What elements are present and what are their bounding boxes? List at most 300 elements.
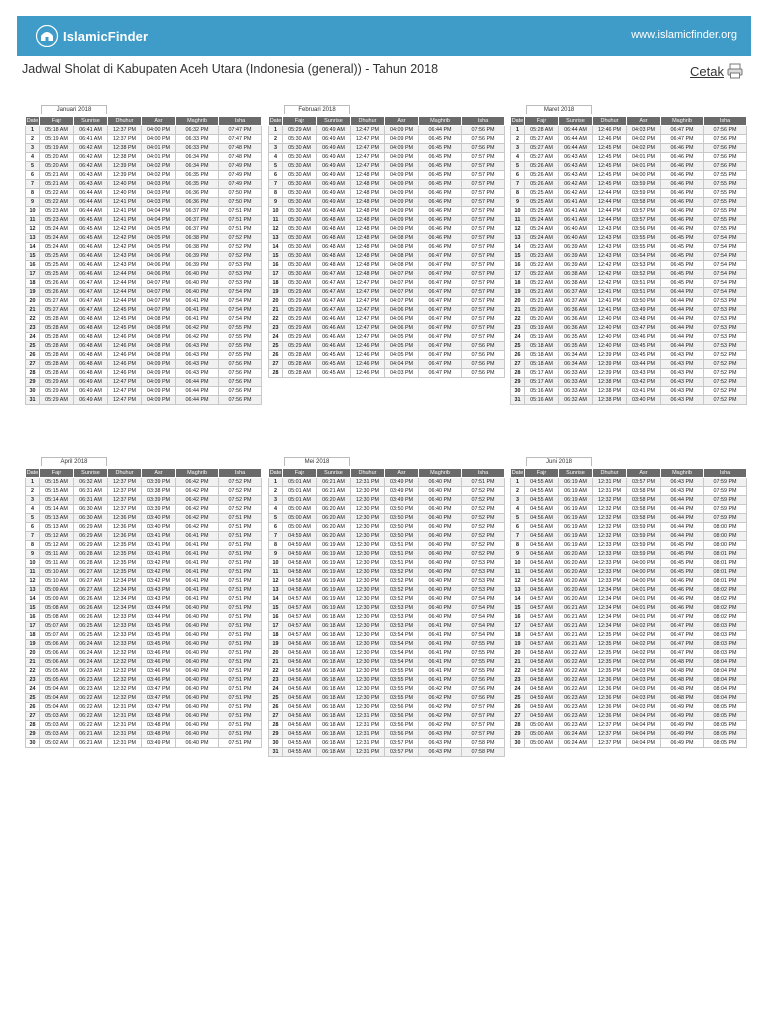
time-cell: 06:38 PM: [176, 234, 219, 243]
time-cell: 04:01 PM: [627, 595, 661, 604]
time-cell: 06:49 AM: [317, 198, 351, 207]
time-cell: 05:25 AM: [525, 207, 559, 216]
column-header: Fajr: [283, 469, 317, 478]
date-cell: 20: [511, 297, 525, 306]
time-cell: 06:44 AM: [74, 189, 108, 198]
time-cell: 06:41 PM: [176, 595, 219, 604]
print-button[interactable]: [690, 62, 744, 80]
table-row: [26, 703, 262, 712]
time-cell: 07:56 PM: [462, 342, 505, 351]
time-cell: 06:20 AM: [317, 514, 351, 523]
time-cell: 05:27 AM: [40, 297, 74, 306]
time-cell: 12:47 PM: [351, 279, 385, 288]
time-cell: 12:30 PM: [351, 703, 385, 712]
table-row: [511, 216, 747, 225]
time-cell: 06:27 AM: [74, 577, 108, 586]
time-cell: 07:57 PM: [462, 288, 505, 297]
column-header: Asr: [627, 117, 661, 126]
table-row: [26, 306, 262, 315]
time-cell: 08:04 PM: [704, 685, 747, 694]
time-cell: 03:55 PM: [385, 667, 419, 676]
table-row: [26, 144, 262, 153]
time-cell: 05:23 AM: [40, 216, 74, 225]
time-cell: 03:48 PM: [142, 721, 176, 730]
table-header-row: [269, 117, 505, 126]
time-cell: 05:21 AM: [525, 288, 559, 297]
table-row: [269, 207, 505, 216]
time-cell: 06:45 PM: [419, 171, 462, 180]
time-cell: 04:07 PM: [142, 306, 176, 315]
time-cell: 07:56 PM: [462, 369, 505, 378]
column-header: Asr: [385, 117, 419, 126]
time-cell: 06:44 PM: [661, 324, 704, 333]
time-cell: 04:05 PM: [385, 342, 419, 351]
table-row: [511, 703, 747, 712]
time-cell: 06:20 AM: [317, 496, 351, 505]
table-row: [269, 487, 505, 496]
table-row: [26, 270, 262, 279]
time-cell: 06:20 AM: [559, 586, 593, 595]
time-cell: 12:34 PM: [593, 613, 627, 622]
table-row: [269, 640, 505, 649]
time-cell: 12:38 PM: [593, 396, 627, 405]
time-cell: 12:31 PM: [351, 739, 385, 748]
time-cell: 04:06 PM: [385, 315, 419, 324]
time-cell: 12:33 PM: [593, 568, 627, 577]
time-cell: 06:45 AM: [317, 351, 351, 360]
date-cell: 10: [269, 207, 283, 216]
date-cell: 10: [269, 559, 283, 568]
time-cell: 07:54 PM: [462, 604, 505, 613]
time-cell: 06:47 PM: [661, 631, 704, 640]
time-cell: 06:47 PM: [419, 369, 462, 378]
date-cell: 4: [26, 505, 40, 514]
time-cell: 12:31 PM: [108, 721, 142, 730]
time-cell: 06:32 PM: [176, 126, 219, 135]
time-cell: 03:49 PM: [627, 306, 661, 315]
time-cell: 07:56 PM: [704, 162, 747, 171]
time-cell: 07:51 PM: [219, 703, 262, 712]
time-cell: 06:40 PM: [419, 559, 462, 568]
time-cell: 03:39 PM: [142, 478, 176, 487]
time-cell: 06:18 AM: [317, 649, 351, 658]
time-cell: 12:35 PM: [593, 640, 627, 649]
time-cell: 05:08 AM: [40, 613, 74, 622]
time-cell: 06:18 AM: [317, 667, 351, 676]
table-row: [269, 225, 505, 234]
time-cell: 06:18 AM: [317, 676, 351, 685]
table-row: [269, 577, 505, 586]
time-cell: 07:53 PM: [462, 577, 505, 586]
time-cell: 06:48 PM: [661, 694, 704, 703]
time-cell: 07:52 PM: [219, 496, 262, 505]
time-cell: 07:57 PM: [462, 189, 505, 198]
time-cell: 05:03 AM: [40, 730, 74, 739]
time-cell: 05:29 AM: [40, 396, 74, 405]
time-cell: 05:07 AM: [40, 622, 74, 631]
time-cell: 04:06 PM: [142, 261, 176, 270]
time-cell: 06:18 AM: [317, 748, 351, 757]
time-cell: 04:08 PM: [142, 333, 176, 342]
time-cell: 06:19 AM: [559, 541, 593, 550]
time-cell: 06:40 PM: [176, 730, 219, 739]
table-row: [269, 532, 505, 541]
time-cell: 12:48 PM: [351, 207, 385, 216]
time-cell: 03:46 PM: [142, 649, 176, 658]
time-cell: 07:54 PM: [462, 631, 505, 640]
time-cell: 12:30 PM: [351, 514, 385, 523]
time-cell: 06:47 PM: [419, 360, 462, 369]
table-row: [269, 297, 505, 306]
time-cell: 06:49 PM: [661, 730, 704, 739]
time-cell: 06:36 AM: [559, 306, 593, 315]
time-cell: 07:55 PM: [219, 324, 262, 333]
column-header: Sunrise: [559, 117, 593, 126]
time-cell: 07:53 PM: [704, 324, 747, 333]
date-cell: 14: [511, 595, 525, 604]
time-cell: 06:30 AM: [74, 514, 108, 523]
column-header: Maghrib: [419, 469, 462, 478]
date-cell: 22: [26, 315, 40, 324]
time-cell: 12:34 PM: [108, 604, 142, 613]
time-cell: 06:42 PM: [176, 324, 219, 333]
time-cell: 06:46 PM: [661, 225, 704, 234]
date-cell: 11: [26, 568, 40, 577]
time-cell: 07:55 PM: [462, 649, 505, 658]
table-row: [511, 315, 747, 324]
time-cell: 12:39 PM: [593, 369, 627, 378]
time-cell: 12:48 PM: [351, 216, 385, 225]
time-cell: 07:56 PM: [704, 126, 747, 135]
time-cell: 04:59 AM: [525, 703, 559, 712]
time-cell: 05:29 AM: [283, 342, 317, 351]
table-row: [511, 496, 747, 505]
time-cell: 07:53 PM: [704, 315, 747, 324]
time-cell: 06:20 AM: [317, 523, 351, 532]
time-cell: 06:19 AM: [559, 523, 593, 532]
time-cell: 06:20 AM: [559, 595, 593, 604]
time-cell: 06:46 PM: [661, 577, 704, 586]
time-cell: 12:30 PM: [351, 685, 385, 694]
time-cell: 06:44 AM: [559, 126, 593, 135]
time-cell: 06:45 PM: [419, 135, 462, 144]
time-cell: 05:25 AM: [40, 261, 74, 270]
time-cell: 05:12 AM: [40, 541, 74, 550]
date-cell: 6: [269, 171, 283, 180]
date-cell: 6: [269, 523, 283, 532]
time-cell: 12:32 PM: [593, 523, 627, 532]
time-cell: 05:07 AM: [40, 631, 74, 640]
time-cell: 12:30 PM: [351, 595, 385, 604]
time-cell: 05:30 AM: [283, 279, 317, 288]
time-cell: 07:54 PM: [219, 288, 262, 297]
time-cell: 07:52 PM: [462, 496, 505, 505]
time-cell: 04:02 PM: [627, 640, 661, 649]
time-cell: 12:31 PM: [108, 712, 142, 721]
time-cell: 04:56 AM: [525, 586, 559, 595]
time-cell: 06:46 PM: [661, 207, 704, 216]
time-cell: 06:40 PM: [419, 487, 462, 496]
date-cell: 29: [511, 730, 525, 739]
time-cell: 07:54 PM: [704, 279, 747, 288]
time-cell: 07:47 PM: [219, 126, 262, 135]
time-cell: 06:48 AM: [74, 342, 108, 351]
time-cell: 05:19 AM: [40, 144, 74, 153]
site-header: [17, 16, 751, 56]
time-cell: 06:31 AM: [74, 487, 108, 496]
time-cell: 06:45 PM: [661, 568, 704, 577]
time-cell: 05:26 AM: [525, 171, 559, 180]
date-cell: 20: [26, 297, 40, 306]
time-cell: 06:40 PM: [419, 523, 462, 532]
time-cell: 05:30 AM: [283, 162, 317, 171]
time-cell: 06:44 AM: [74, 207, 108, 216]
time-cell: 06:48 AM: [74, 351, 108, 360]
time-cell: 12:31 PM: [351, 748, 385, 757]
time-cell: 05:29 AM: [283, 297, 317, 306]
time-cell: 07:56 PM: [219, 378, 262, 387]
time-cell: 04:57 AM: [525, 595, 559, 604]
column-header: Dhuhur: [351, 469, 385, 478]
date-cell: 3: [511, 496, 525, 505]
time-cell: 07:57 PM: [462, 730, 505, 739]
month-title: Januari 2018: [41, 105, 107, 114]
table-row: [511, 550, 747, 559]
time-cell: 12:35 PM: [593, 667, 627, 676]
time-cell: 05:00 AM: [525, 721, 559, 730]
time-cell: 03:44 PM: [142, 604, 176, 613]
time-cell: 07:59 PM: [704, 496, 747, 505]
time-cell: 03:51 PM: [627, 279, 661, 288]
time-cell: 12:39 PM: [593, 360, 627, 369]
time-cell: 03:47 PM: [627, 324, 661, 333]
time-cell: 05:29 AM: [283, 126, 317, 135]
time-cell: 04:09 PM: [142, 387, 176, 396]
date-cell: 30: [511, 387, 525, 396]
table-row: [511, 667, 747, 676]
time-cell: 12:40 PM: [108, 189, 142, 198]
time-cell: 12:32 PM: [108, 658, 142, 667]
time-cell: 06:20 AM: [317, 532, 351, 541]
time-cell: 12:48 PM: [351, 243, 385, 252]
time-cell: 05:19 AM: [40, 135, 74, 144]
time-cell: 05:27 AM: [525, 135, 559, 144]
table-row: [269, 306, 505, 315]
time-cell: 04:05 PM: [142, 234, 176, 243]
time-cell: 05:29 AM: [283, 333, 317, 342]
date-cell: 22: [269, 667, 283, 676]
time-cell: 12:31 PM: [108, 730, 142, 739]
time-cell: 12:30 PM: [351, 532, 385, 541]
time-cell: 06:24 AM: [559, 739, 593, 748]
time-cell: 06:48 AM: [317, 234, 351, 243]
table-row: [26, 198, 262, 207]
prayer-times-table: [510, 116, 747, 405]
islamicfinder-logo[interactable]: [35, 25, 148, 47]
time-cell: 06:42 AM: [74, 162, 108, 171]
time-cell: 03:43 PM: [627, 369, 661, 378]
time-cell: 07:52 PM: [704, 360, 747, 369]
time-cell: 03:44 PM: [142, 613, 176, 622]
time-cell: 12:48 PM: [351, 270, 385, 279]
table-row: [511, 514, 747, 523]
time-cell: 12:40 PM: [593, 342, 627, 351]
time-cell: 12:33 PM: [108, 622, 142, 631]
time-cell: 06:48 AM: [317, 207, 351, 216]
month-block-maret: [510, 98, 746, 405]
time-cell: 12:37 PM: [593, 730, 627, 739]
time-cell: 06:40 PM: [419, 514, 462, 523]
time-cell: 06:42 PM: [419, 712, 462, 721]
table-row: [511, 225, 747, 234]
time-cell: 05:30 AM: [283, 135, 317, 144]
time-cell: 06:40 PM: [176, 676, 219, 685]
time-cell: 06:40 AM: [559, 225, 593, 234]
time-cell: 06:23 AM: [559, 694, 593, 703]
time-cell: 06:47 AM: [317, 288, 351, 297]
time-cell: 07:52 PM: [219, 234, 262, 243]
time-cell: 07:57 PM: [462, 180, 505, 189]
time-cell: 06:43 PM: [176, 369, 219, 378]
table-row: [511, 577, 747, 586]
date-cell: 26: [269, 351, 283, 360]
table-row: [511, 613, 747, 622]
time-cell: 08:02 PM: [704, 595, 747, 604]
time-cell: 12:45 PM: [108, 324, 142, 333]
time-cell: 06:47 PM: [419, 279, 462, 288]
time-cell: 12:37 PM: [108, 505, 142, 514]
time-cell: 06:43 AM: [559, 162, 593, 171]
time-cell: 12:32 PM: [593, 505, 627, 514]
date-cell: 25: [511, 342, 525, 351]
time-cell: 12:47 PM: [108, 387, 142, 396]
date-cell: 18: [26, 631, 40, 640]
time-cell: 12:32 PM: [108, 685, 142, 694]
time-cell: 12:37 PM: [108, 496, 142, 505]
prayer-times-table: [268, 116, 505, 378]
time-cell: 04:03 PM: [627, 676, 661, 685]
time-cell: 04:09 PM: [142, 396, 176, 405]
time-cell: 07:57 PM: [462, 207, 505, 216]
time-cell: 06:36 PM: [176, 198, 219, 207]
time-cell: 04:02 PM: [627, 144, 661, 153]
site-url-link[interactable]: www.islamicfinder.org: [631, 29, 737, 41]
time-cell: 05:30 AM: [283, 234, 317, 243]
time-cell: 07:55 PM: [704, 171, 747, 180]
time-cell: 03:48 PM: [627, 315, 661, 324]
time-cell: 06:40 PM: [176, 270, 219, 279]
time-cell: 04:09 PM: [142, 360, 176, 369]
time-cell: 07:50 PM: [219, 189, 262, 198]
time-cell: 03:55 PM: [385, 685, 419, 694]
time-cell: 05:03 AM: [40, 721, 74, 730]
date-cell: 3: [269, 144, 283, 153]
time-cell: 04:05 PM: [385, 333, 419, 342]
time-cell: 12:48 PM: [351, 180, 385, 189]
date-cell: 26: [511, 351, 525, 360]
time-cell: 04:55 AM: [525, 487, 559, 496]
time-cell: 06:40 PM: [419, 478, 462, 487]
table-row: [511, 730, 747, 739]
time-cell: 06:48 AM: [74, 324, 108, 333]
date-cell: 29: [26, 730, 40, 739]
time-cell: 06:22 AM: [74, 694, 108, 703]
time-cell: 05:24 AM: [40, 234, 74, 243]
table-row: [26, 126, 262, 135]
time-cell: 12:35 PM: [593, 649, 627, 658]
time-cell: 12:46 PM: [108, 333, 142, 342]
time-cell: 05:15 AM: [40, 487, 74, 496]
time-cell: 05:24 AM: [525, 216, 559, 225]
time-cell: 06:35 PM: [176, 180, 219, 189]
date-cell: 20: [511, 649, 525, 658]
time-cell: 06:47 AM: [74, 306, 108, 315]
time-cell: 06:49 AM: [317, 180, 351, 189]
time-cell: 12:42 PM: [593, 261, 627, 270]
time-cell: 12:41 PM: [108, 207, 142, 216]
time-cell: 06:41 PM: [176, 550, 219, 559]
time-cell: 04:03 PM: [142, 189, 176, 198]
table-row: [511, 261, 747, 270]
date-cell: 23: [269, 324, 283, 333]
time-cell: 05:18 AM: [525, 342, 559, 351]
time-cell: 05:06 AM: [40, 649, 74, 658]
time-cell: 06:44 PM: [661, 333, 704, 342]
time-cell: 03:51 PM: [385, 559, 419, 568]
date-cell: 1: [26, 126, 40, 135]
time-cell: 04:08 PM: [385, 243, 419, 252]
date-cell: 29: [26, 378, 40, 387]
date-cell: 18: [26, 279, 40, 288]
time-cell: 12:43 PM: [593, 225, 627, 234]
time-cell: 06:46 AM: [74, 243, 108, 252]
time-cell: 07:51 PM: [219, 559, 262, 568]
date-cell: 24: [269, 333, 283, 342]
time-cell: 03:50 PM: [627, 297, 661, 306]
time-cell: 06:40 PM: [419, 577, 462, 586]
time-cell: 08:05 PM: [704, 730, 747, 739]
time-cell: 07:52 PM: [704, 351, 747, 360]
time-cell: 08:05 PM: [704, 712, 747, 721]
time-cell: 12:47 PM: [351, 297, 385, 306]
column-header: Isha: [219, 469, 262, 478]
time-cell: 04:08 PM: [142, 351, 176, 360]
time-cell: 06:42 AM: [74, 144, 108, 153]
time-cell: 12:48 PM: [351, 234, 385, 243]
time-cell: 12:39 PM: [593, 351, 627, 360]
table-row: [26, 541, 262, 550]
month-title: Februari 2018: [284, 105, 350, 114]
time-cell: 07:51 PM: [219, 604, 262, 613]
table-row: [269, 676, 505, 685]
time-cell: 06:40 PM: [419, 541, 462, 550]
table-row: [269, 694, 505, 703]
time-cell: 06:18 AM: [317, 658, 351, 667]
time-cell: 07:51 PM: [219, 658, 262, 667]
time-cell: 07:56 PM: [704, 153, 747, 162]
table-row: [269, 216, 505, 225]
time-cell: 06:40 PM: [176, 667, 219, 676]
title-row: [22, 62, 744, 84]
time-cell: 06:49 AM: [74, 387, 108, 396]
time-cell: 04:56 AM: [525, 523, 559, 532]
table-row: [26, 631, 262, 640]
time-cell: 05:28 AM: [40, 369, 74, 378]
table-row: [269, 505, 505, 514]
time-cell: 07:47 PM: [219, 135, 262, 144]
table-row: [26, 333, 262, 342]
time-cell: 06:46 PM: [661, 198, 704, 207]
